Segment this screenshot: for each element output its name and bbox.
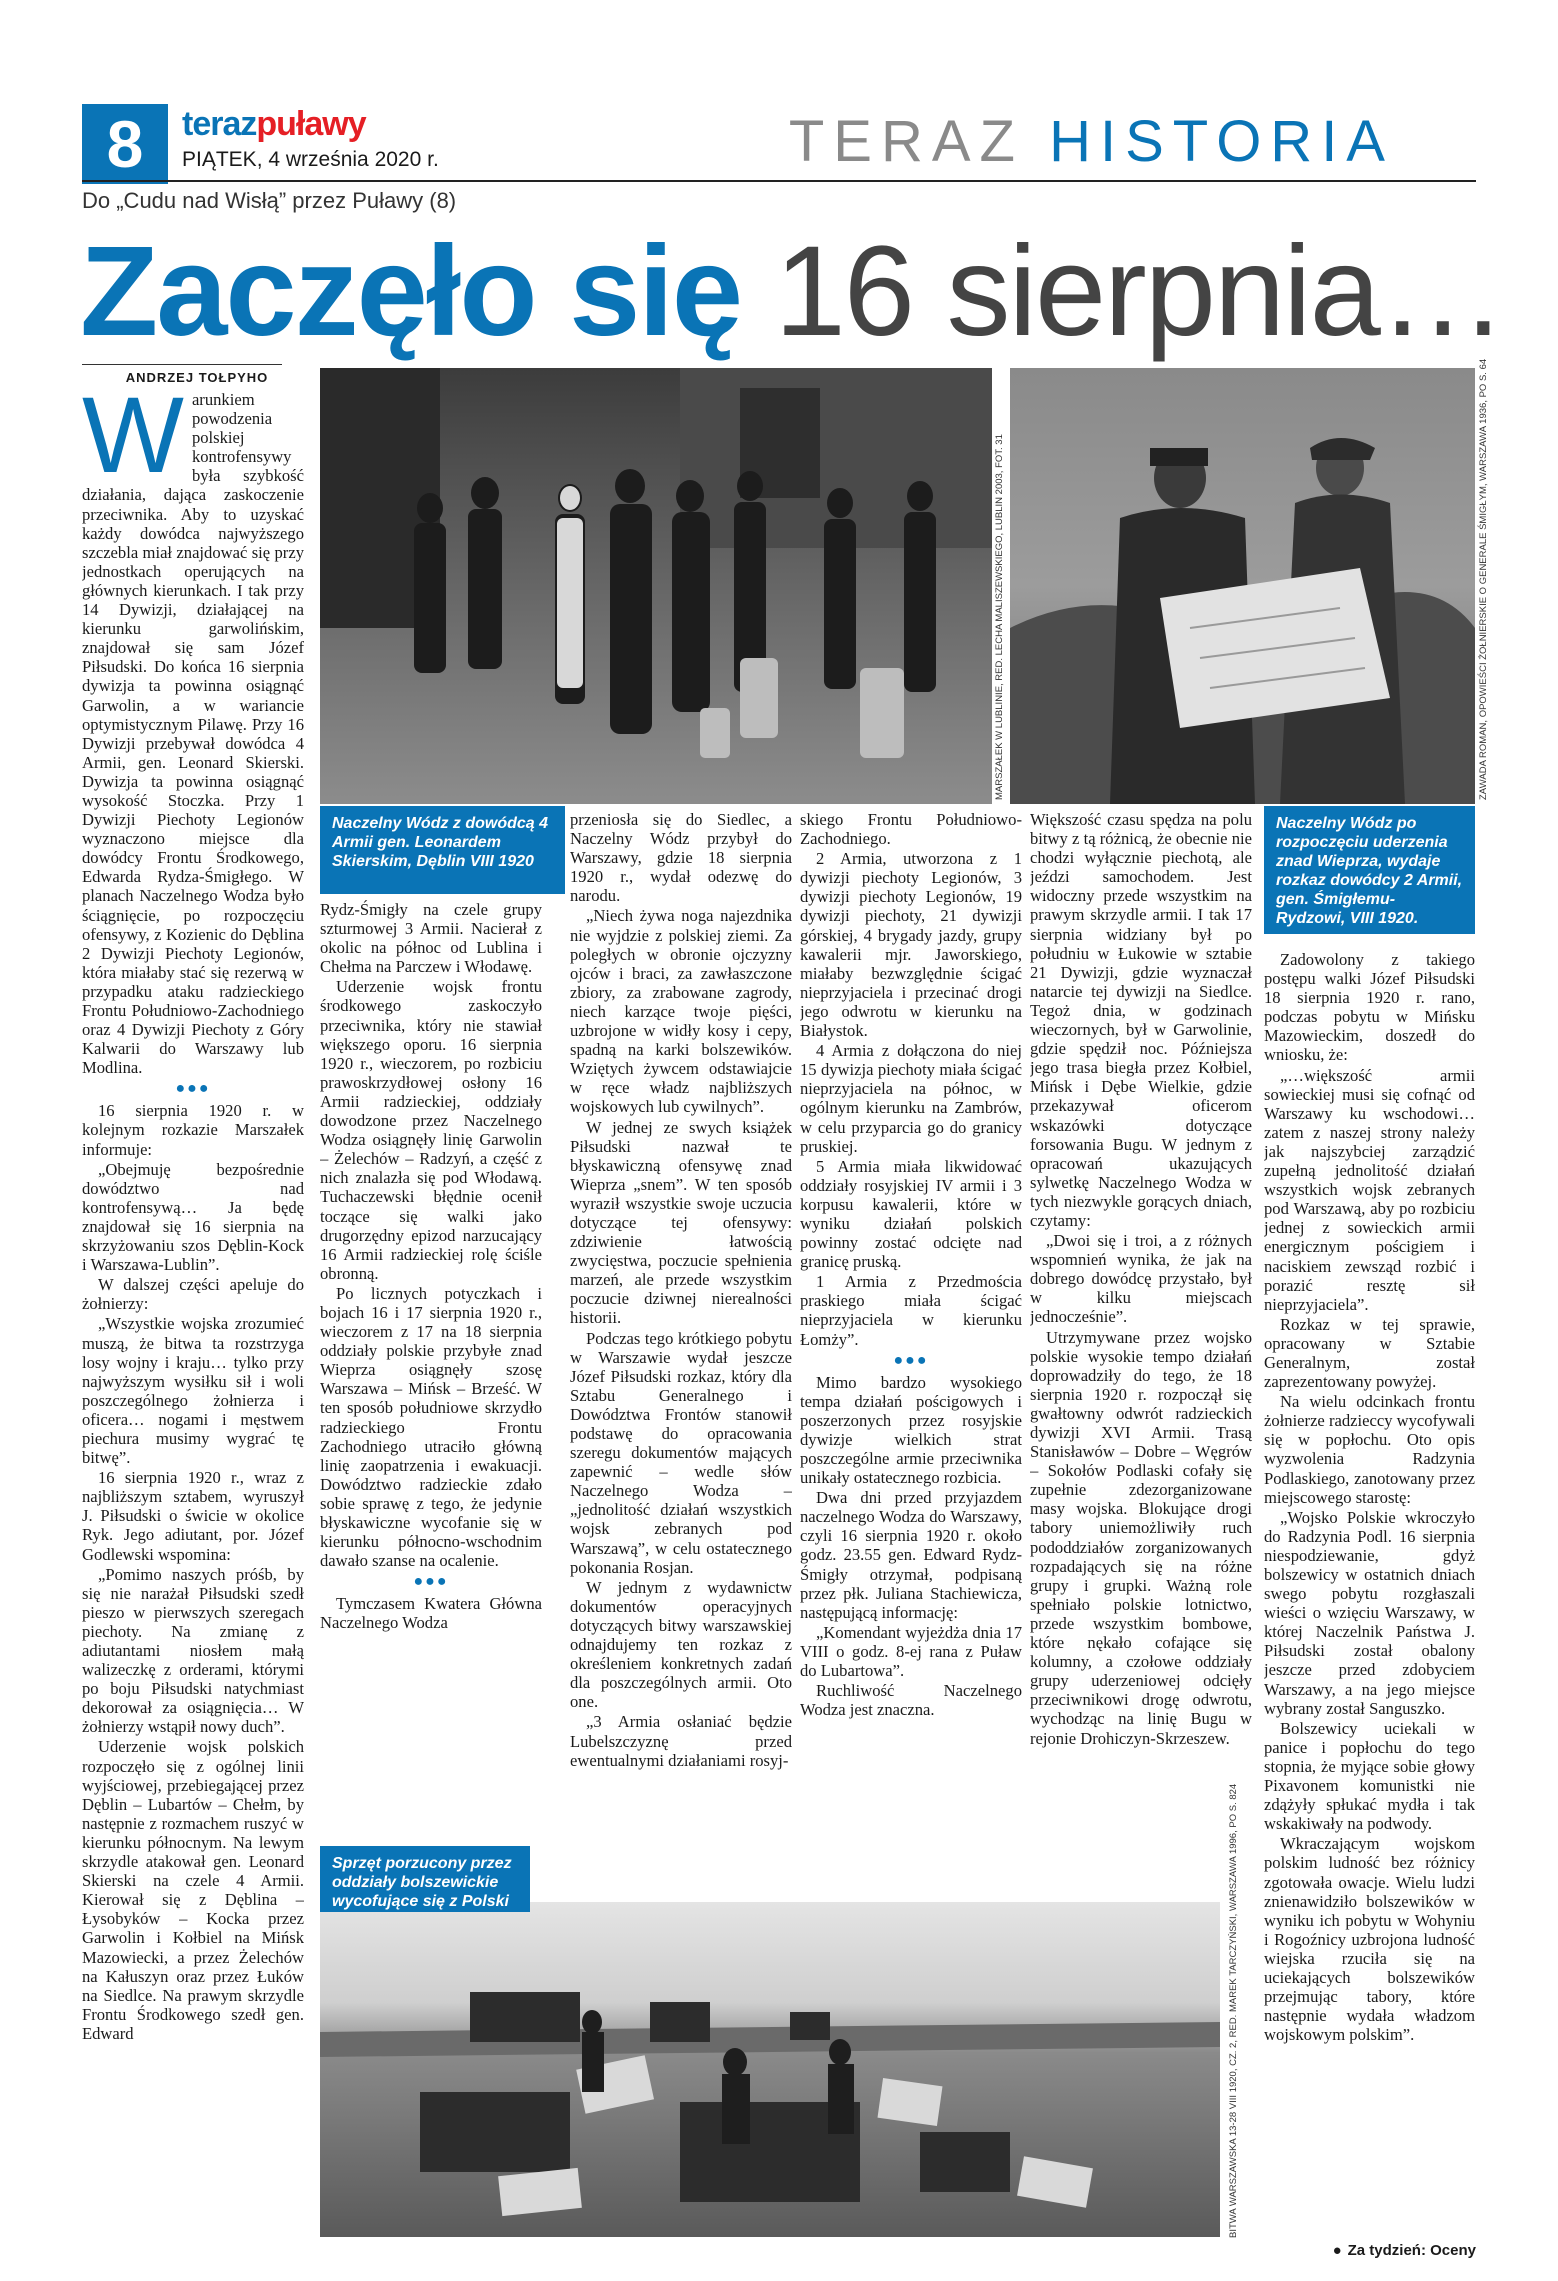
paragraph: 1 Armia z Przedmościa praskiego miała ścigać nieprzyjaciela w kierunku Łomży”. <box>800 1272 1022 1349</box>
series-label: Do „Cudu nad Wisłą” przez Puławy (8) <box>82 188 457 213</box>
headline <box>80 222 1505 362</box>
text-column-2 <box>320 900 542 1840</box>
paragraph: Dwa dni przed przyjazdem naczelnego Wodza do Warszawy, czyli 16 sierpnia 1920 r. około godz. 23.55 gen. Edward Rydz-Śmigły otrzymał, podpisaną przez płk. Juliana Stachiewicza, następującą informację: <box>800 1488 1022 1622</box>
header-rule <box>82 180 1476 182</box>
brand-part-pulawy: puławy <box>256 105 366 143</box>
paragraph: 5 Armia miała likwidować oddziały rosyjskiej IV armii i 3 korpusu kawalerii, które w wyniku działań polskich powinny zostać odcięte nad granicę pruską. <box>800 1156 1022 1272</box>
text-column-1 <box>82 390 304 2250</box>
paragraph: W dalszej części apeluje do żołnierzy: <box>82 1275 304 1314</box>
paragraph: „…większość armii sowieckiej musi się cofnąć od Warszawy ku wschodowi… zatem z naszej strony należy jak najszybciej zarządzić zupełną jednolitość działań wszystkich wojsk zebranych pod Warszawą, aby po rozbiciu jednej z sowieckich armii energicznym pościgiem i naciskiem zewsząd rozbić i porazić resztę sił nieprzyjaciela”. <box>1264 1065 1475 1314</box>
paragraph-text: arunkiem powodzenia polskiej kontrofensywy była szybkość działania, dająca zaskoczenie przeciwnika. Aby to uzyskać każdy dowódca najwyższego szczebla miał znajdować się przy jednostkach operujących na głównych kierunkach. I tak przy 14 Dywizji, działającej na kierunku garwolińskim, znajdował się sam Józef Piłsudski. Do końca 16 sierpnia dywizja ta powinna osiągnąć Garwolin, a w wariancie optymistycznym Pilawę. Przy 16 Dywizji przebywał dowódca 4 Armii, gen. Leonard Skierski. Dywizja ta powinna osiągnąć wysokość Stoczka. Przy 1 Dywizji Piechoty Legionów wyznaczono miejsce dla dowódcy Frontu Środkowego, Edwarda Rydza-Śmigłego. W planach Naczelnego Wodza było ściągnięcie, po rozpoczęciu ofensywy, z Kozienic do Dęblina 2 Dywizji Piechoty Legionów, która miałaby stać się rezerwą w przypadku ataku radzieckiego Frontu Południowo-Zachodniego oraz 4 Dywizji Piechoty z Góry Kalwarii do Warszawy lub Modlina. <box>82 390 304 1078</box>
paragraph: Wkraczającym wojskom polskim ludność bez różnicy zgotowała owacje. Wielu ludzi znienawidziło bolszewików w wyniku ich pobytu w Wohyniu i Rogoźnicy uzbrojona ludność wiejska rzuciła się na uciekających bolszewików przejmując tabory, które następnie wydała władzom wojskowym polskim”. <box>1264 1834 1475 2045</box>
text-column-4 <box>800 810 1022 1900</box>
photo-3-credit: BITWA WARSZAWSKA 13-28 VIII 1920, CZ. 2, RED. MAREK TARCZYŃSKI, WARSZAWA 1996, PO S. 824 <box>1228 1783 1239 2238</box>
paragraph: Zadowolony z takiego postępu walki Józef Piłsudski 18 sierpnia 1920 r. rano, podczas pobytu w Mińsku Mazowieckim, doszedł do wniosku, że: <box>1264 950 1475 1065</box>
page-number: 8 <box>82 104 168 184</box>
paragraph: 2 Armia, utworzona z 1 dywizji piechoty Legionów, 3 dywizji piechoty Legionów, 19 dywizji piechoty, 21 dywizji górskiej, 4 brygady jazdy, grupy kawalerii mjr. Jaworskiego, miałaby bezwzględnie ścigać nieprzyjaciela i przecinać drogi jego odwrotu w kierunku na Białystok. <box>800 849 1022 1041</box>
photo-pilsudski-reading-order <box>1010 368 1475 804</box>
paragraph: Po licznych potyczkach i bojach 16 i 17 sierpnia 1920 r., wieczorem z 17 na 18 sierpnia oddziały polskie przybyłe znad Wieprza osiągnęły szosę Warszawa – Mińsk – Brześć. W ten sposób południowe skrzydło radzieckiego Frontu Zachodniego utraciło główną linię zaopatrzenia i ewakuacji. Dowództwo radzieckie zdało sobie sprawę z tego, że jedynie błyskawiczne wycofanie się w kierunku północno-wschodnim dawało szanse na ocalenie. <box>320 1283 542 1571</box>
paragraph: „Wojsko Polskie wkroczyło do Radzynia Podl. 16 sierpnia niespodziewanie, gdyż bolszewicy w ostatnich dniach swego pobytu rozgłaszali wieści o wzięciu Warszawy, w której Naczelnik Państwa J. Piłsudski został obalony jeszcze przed zdobyciem Warszawy, a na jego miejsce wybrany został Sanguszko. <box>1264 1507 1475 1718</box>
brand-logo <box>182 106 366 142</box>
separator-dots: ●●● <box>893 1351 929 1369</box>
photo-2-credit: ZAWADA ROMAN, OPOWIEŚCI ŻOŁNIERSKIE O GENERALE ŚMIGŁYM, WARSZAWA 1936, PO S. 64 <box>1478 358 1489 800</box>
paragraph <box>82 390 304 1077</box>
photo-1-credit: MARSZAŁEK W LUBLINIE, RED. LECHA MALISZEWSKIEGO, LUBLIN 2003, FOT. 31 <box>994 434 1005 800</box>
paragraph: „Obejmuję bezpośrednie dowództwo nad kontrofensywą… Ja będę znajdował się 16 sierpnia na skrzyżowaniu szos Dęblin-Kock i Warszawa-Lublin”. <box>82 1159 304 1275</box>
bullet-icon: ● <box>1332 2242 1342 2259</box>
paragraph: Na wielu odcinkach frontu żołnierze radzieccy wycofywali się w popłochu. Oto opis wyzwolenia Radzynia Podlaskiego, zanotowany przez miejscowego starostę: <box>1264 1392 1475 1507</box>
paragraph: Uderzenie wojsk frontu środkowego zaskoczyło przeciwnika, który nie stawiał większego oporu. 16 sierpnia 1920 r., wieczorem, po rozbiciu prawoskrzydłowej osłony 16 Armii radzieckiej, oddziały dowodzone przez Naczelnego Wodza osiągnęły linię Garwolin – Żelechów – Radzyń, a część z nich znalazła się pod Włodawą. Tuchaczewski błędnie ocenił toczące się walki jako drugorzędny epizod narzucający 16 Armii radzieckiej rolę ściśle obronną. <box>320 977 542 1283</box>
paragraph: Tymczasem Kwatera Główna Naczelnego Wodza <box>320 1594 542 1633</box>
paragraph: Rozkaz w tej sprawie, opracowany w Sztabie Generalnym, został zaprezentowany powyżej. <box>1264 1314 1475 1392</box>
paragraph: 4 Armia z dołączona do niej 15 dywizja piechoty miała ścigać nieprzyjaciela na północ, w ogólnym kierunku na Zambrów, w celu przyparcia go do granicy pruskiej. <box>800 1041 1022 1156</box>
paragraph: Rydz-Śmigły na czele grupy szturmowej 3 Armii. Nacierał z okolic na północ od Lublina i Chełma na Parczew i Włodawę. <box>320 900 542 977</box>
drop-cap: W <box>82 390 184 495</box>
paragraph: „Wszystkie wojska zrozumieć muszą, że bitwa ta rozstrzyga losy wojny i kraju… tylko przy najwyższym wysiłku sił i woli poszczególnego żołnierza i oficera… nogami i męstwem piechura musimy wygrać tę bitwę”. <box>82 1314 304 1468</box>
paragraph: W jednym z wydawnictw dokumentów operacyjnych dotyczących bitwy warszawskiej odnajdujemy ten rozkaz z określeniem konkretnych zadań dla poszczególnych armii. Oto one. <box>570 1577 792 1712</box>
paragraph: „Komendant wyjeżdża dnia 17 VIII o godz. 8-ej rana z Puław do Lubartowa”. <box>800 1622 1022 1681</box>
paragraph: „Pomimo naszych próśb, by się nie narażał Piłsudski szedł pieszo w pierwszych szeregach piechoty. Na zmianę z adiutantami niosłem małą walizeczkę z orderami, którymi po boju Piłsudski natychmiast dekorował za osiągnięcia… W żołnierzy wstąpił nowy duch”. <box>82 1564 304 1737</box>
section-title-part1: TERAZ <box>788 109 1024 174</box>
photo-1-image <box>320 368 992 804</box>
paragraph: Utrzymywane przez wojsko polskie wysokie tempo działań doprowadziły do tego, że 18 sierpnia 1920 r. rozpoczął się gwałtowny odwrót radzieckich dywizji XVI Armii. Trasą Stanisławów – Dobre – Węgrów – Sokołów Podlaski cofały się zupełnie zdezorganizowane masy wojska. Blokujące drogi tabory uniemożliwiły ruch pododdziałów zorganizowanych rozpadających się na różne grupy i grupki. Ważną role spełniało polskie lotnictwo, przede wszystkim bombowe, które nękało cofające się kolumny, a czołowe oddziały grupy uderzeniowej odcięły przeciwnikowi drogę odwrotu, wychodząc na linię Bugu w rejonie Drohiczyn-Skrzeszew. <box>1030 1327 1252 1748</box>
paragraph: przeniosła się do Siedlec, a Naczelny Wódz przybył do Warszawy, gdzie 18 sierpnia 1920 r., wydał odezwę do narodu. <box>570 810 792 906</box>
paragraph: Większość czasu spędza na polu bitwy z tą różnicą, że obecnie nie chodzi wyłącznie piechotą, ale jeździ samochodem. Jest widoczny przede wszystkim na prawym skrzydle armii. I tak 17 sierpnia widziany był po południu w Łukowie w sztabie 21 Dywizji, gdzie wyznaczał natarcie tej dywizji na Siedlce. Tegoż dnia, w godzinach wieczornych, był w Garwolinie, gdzie spędził noc. Późniejsza jego trasa biegła przez Kołbiel, Mińsk i Dębe Wielkie, gdzie przekazywał oficerom wskazówki dotyczące forsowania Bugu. W jednym z opracowań ukazujących sylwetkę Naczelnego Wodza w tych niezwykle gorących dniach, czytamy: <box>1030 810 1252 1230</box>
separator-dots: ●●● <box>413 1573 449 1591</box>
paragraph: Uderzenie wojsk polskich rozpoczęło się z ogólnej linii wyjściowej, przebiegającej przez Dęblin – Lubartów – Chełm, by następnie z rozmachem ruszyć w kierunku północnym. Na lewym skrzydle atakował gen. Leonard Skierski na czele 4 Armii. Kierował się z Dęblina – Łysobyków – Kocka przez Garwolin i Kołbiel na Mińsk Mazowiecki, a przez Żelechów na Kałuszyn oraz przez Łuków na Siedlce. Na prawym skrzydle Frontu Środkowego szedł gen. Edward <box>82 1737 304 2043</box>
headline-part1: Zaczęło się <box>80 220 741 363</box>
byline: ANDRZEJ TOŁPYHO <box>125 370 269 385</box>
next-week-text: Za tydzień: Oceny <box>1347 2242 1476 2259</box>
text-column-3 <box>570 810 792 1900</box>
photo-3-caption: Sprzęt porzucony przez oddziały bolszewickie wycofujące się z Polski <box>320 1846 530 1912</box>
brand-part-teraz: teraz <box>182 105 257 143</box>
paragraph: 16 sierpnia 1920 r., wraz z najbliższym sztabem, wyruszył J. Piłsudski o świcie w okolice Ryk. Jego adiutant, por. Józef Godlewski wspomina: <box>82 1468 304 1564</box>
paragraph: W jednej ze swych książek Piłsudski nazwał te błyskawiczną ofensywę znad Wieprza „snem”. W ten sposób wyraził wszystkie swoje uczucia dotyczące tej ofensywy: zdziwienie łatwością zwycięstwa, poczucie spełnienia marzeń, ale przede wszystkim poczucie dziwnej nierealności historii. <box>570 1117 792 1328</box>
paragraph: skiego Frontu Południowo-Zachodniego. <box>800 810 1022 849</box>
author-rule <box>82 364 282 365</box>
photo-1-caption: Naczelny Wódz z dowódcą 4 Armii gen. Leonardem Skierskim, Dęblin VIII 1920 <box>320 806 565 894</box>
paragraph: Ruchliwość Naczelnego Wodza jest znaczna. <box>800 1681 1022 1720</box>
paragraph: 16 sierpnia 1920 r. w kolejnym rozkazie Marszałek informuje: <box>82 1101 304 1159</box>
paragraph: Podczas tego krótkiego pobytu w Warszawie wydał jeszcze Józef Piłsudski rozkaz, który dla Sztabu Generalnego i Dowództwa Frontów stanowił podstawę do opracowania szeregu dokumentów mających zapewnić – wedle słów Naczelnego Wodza – „jednolitość działań wszystkich wojsk zebranych pod Warszawą”, w celu ostatecznego pokonania Rosjan. <box>570 1328 792 1577</box>
section-title-part2: HISTORIA <box>1049 109 1394 174</box>
next-week-note <box>1333 2242 1476 2259</box>
section-title <box>789 110 1394 174</box>
paragraph: „Niech żywa noga najezdnika nie wyjdzie z polskiej ziemi. Za poległych w obronie ojczyzny ojców i braci, za zawłaszczone zbiory, za zrabowane zagrody, niech karzące twoje pięści, uzbrojone w widły kosy i cepy, spadną na karki bolszewików. Wziętych żywcem odstawiajcie w ręce władz najbliższych wojskowych lub cywilnych”. <box>570 906 792 1117</box>
headline-part2: 16 sierpnia… <box>774 220 1505 363</box>
issue-date: PIĄTEK, 4 września 2020 r. <box>182 148 439 171</box>
paragraph: Bolszewicy uciekali w panice i popłochu do tego stopnia, że myjące sobie głowy Pixavonem komunistki nie zdążyły spłukać mydła i tak wskakiwały na podwody. <box>1264 1718 1475 1834</box>
separator-dots: ●●● <box>175 1080 211 1098</box>
photo-3-image <box>320 1902 1220 2237</box>
photo-2-image <box>1010 368 1475 804</box>
text-column-6 <box>1264 950 1475 2235</box>
paragraph: „Dwoi się i troi, a z różnych wspomnień wynika, że jak na dobrego dowódcę przystało, był w kilku miejscach jednocześnie”. <box>1030 1231 1252 1327</box>
photo-abandoned-equipment <box>320 1902 1220 2237</box>
paragraph: Mimo bardzo wysokiego tempa działań pościgowych i poszerzonych przez rosyjskie dywizje wielkich strat poszczególne armie przeciwnika unikały ostatecznego rozbicia. <box>800 1372 1022 1488</box>
text-column-5 <box>1030 810 1252 1900</box>
photo-2-caption: Naczelny Wódz po rozpoczęciu uderzenia znad Wieprza, wydaje rozkaz dowódcy 2 Armii, gen. Śmigłemu-Rydzowi, VIII 1920. <box>1264 806 1475 934</box>
photo-pilsudski-with-skierski <box>320 368 992 804</box>
paragraph: „3 Armia osłaniać będzie Lubelszczyznę przed ewentualnymi działaniami rosyj- <box>570 1712 792 1770</box>
